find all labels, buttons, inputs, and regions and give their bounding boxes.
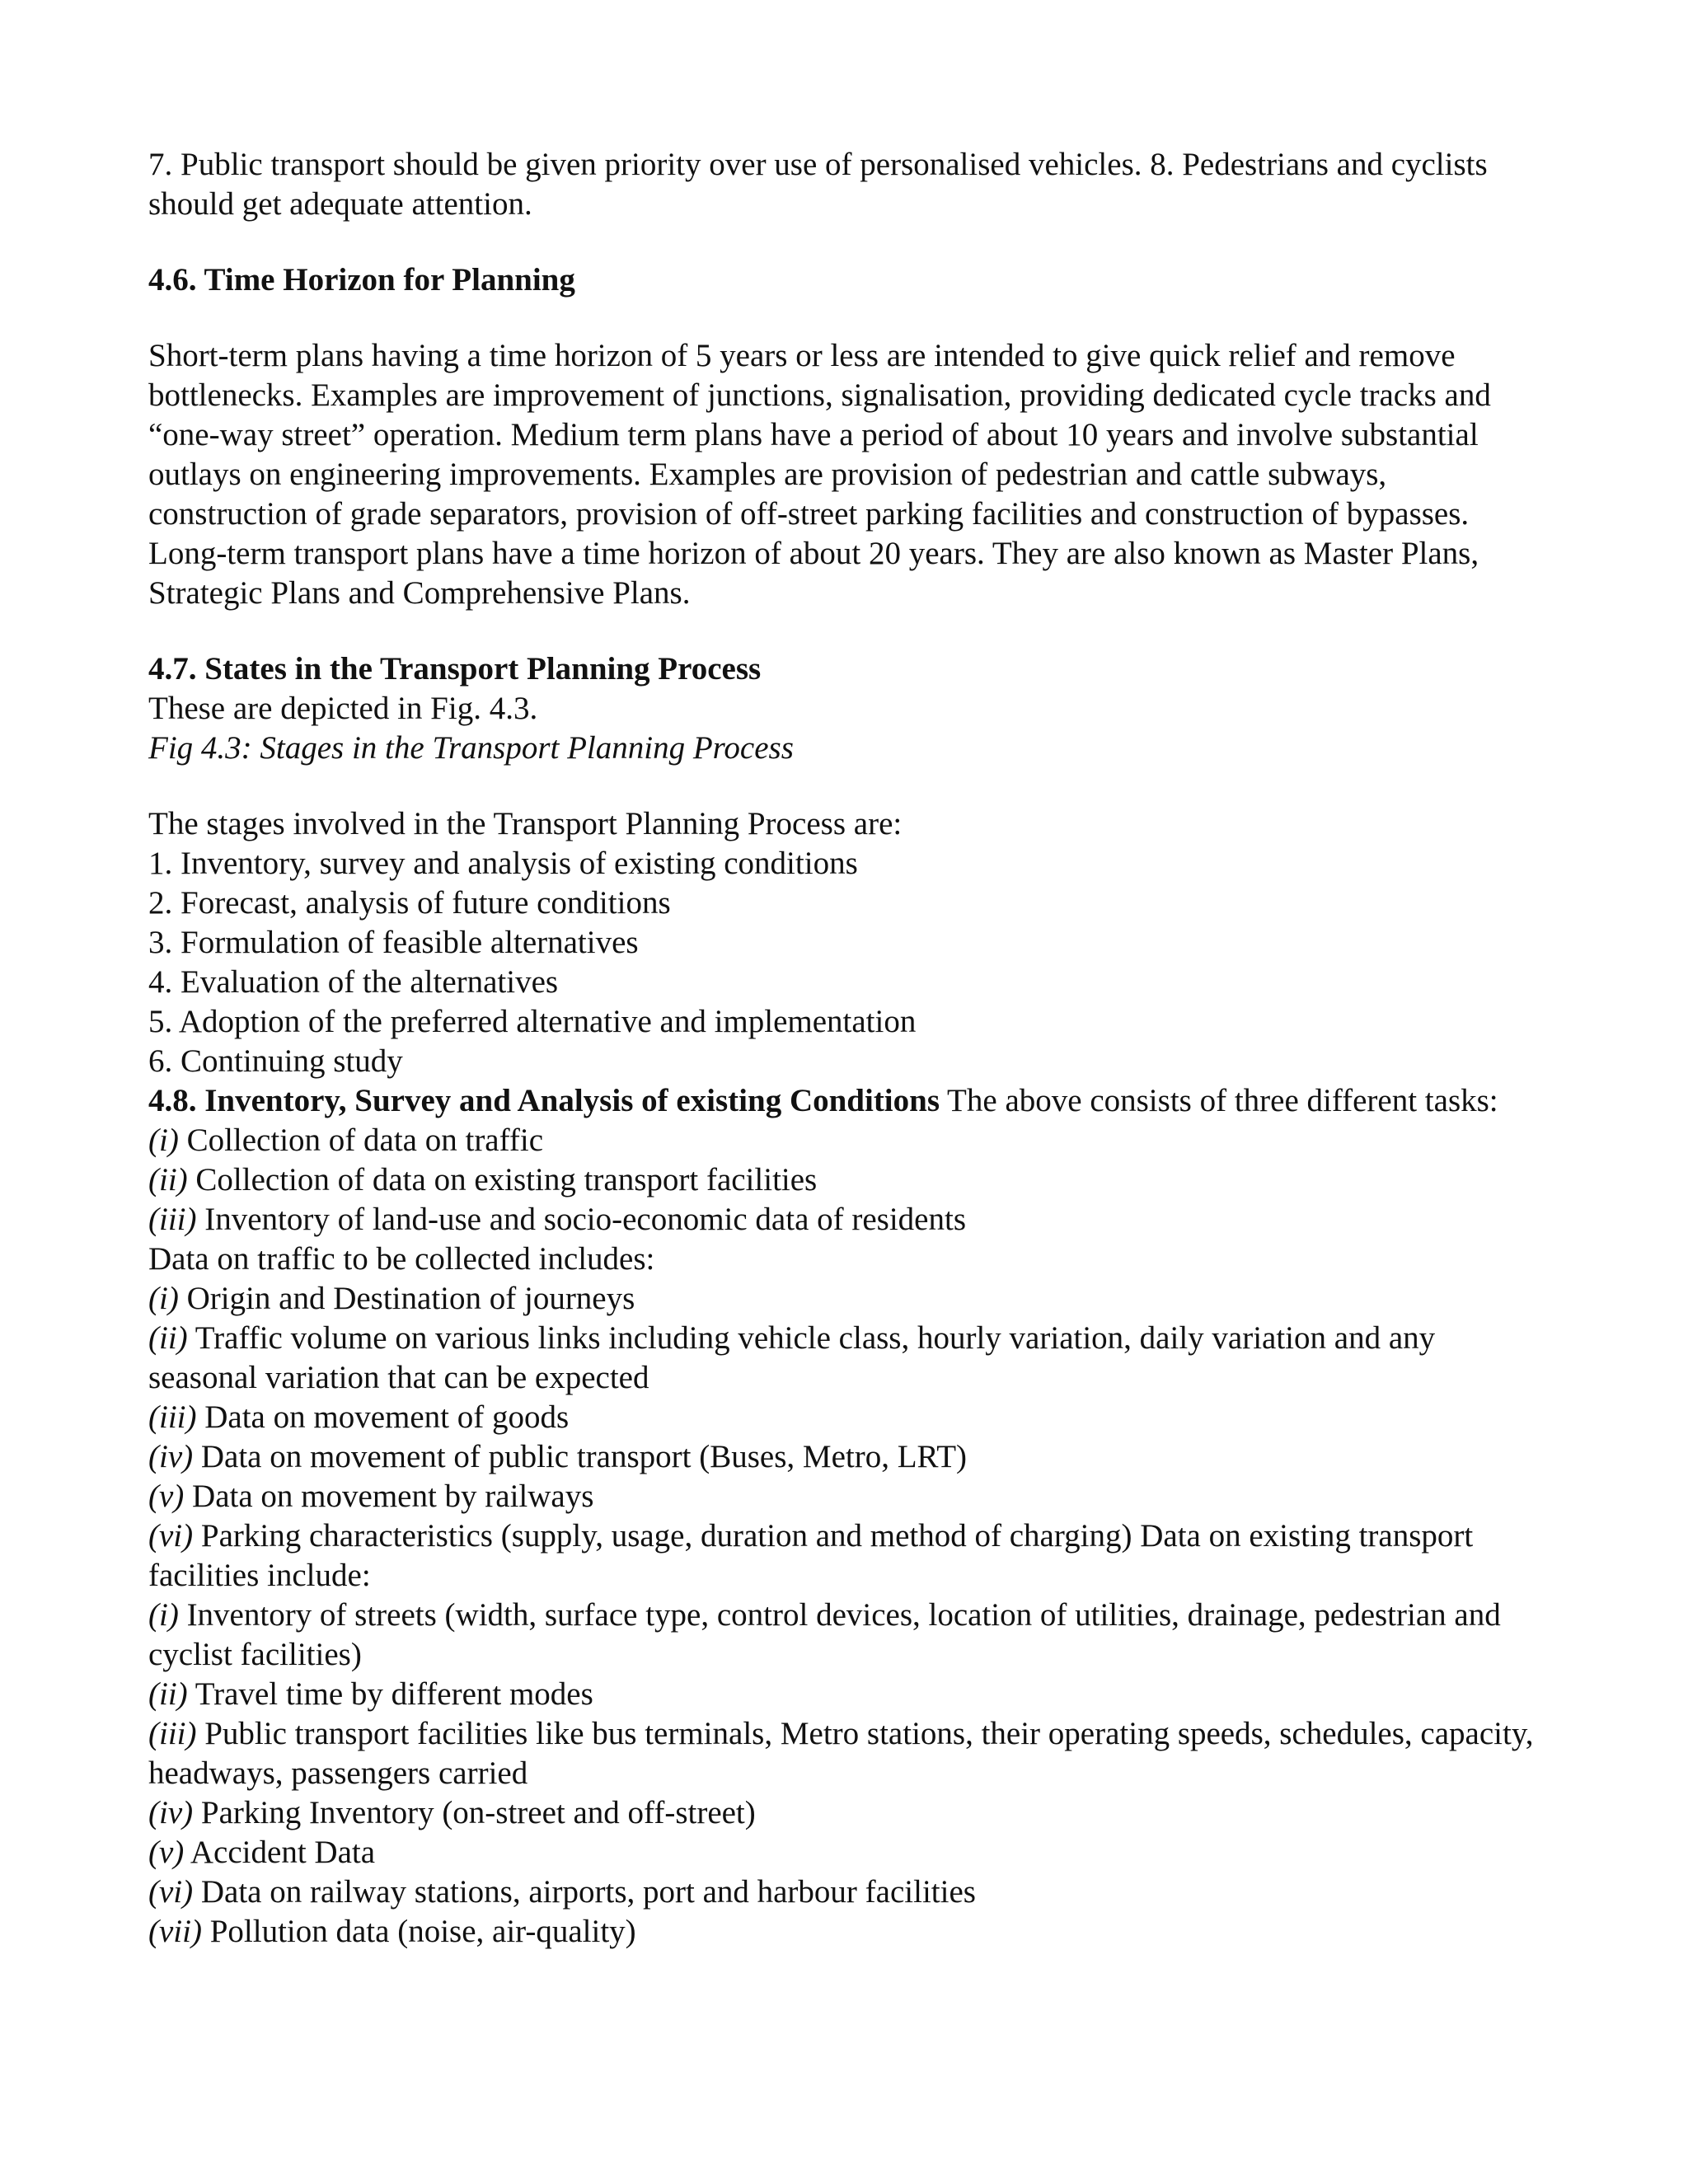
list-marker: (i) [148, 1597, 179, 1633]
traffic-text: Parking characteristics (supply, usage, duration and method of charging) Data on existing transport facilities include: [148, 1518, 1474, 1593]
section-4-6-body: Short-term plans having a time horizon of 5 years or less are intended to give quick relief and remove bottlenecks. Examples are improvement of junctions, signalisation, providing dedicated cycle tracks and “one-way street” operation. Medium term plans have a period of about 10 years and involve substantial outlays on engineering improvements. Examples are provision of pedestrian and cattle subways, construction of grade separators, provision of off-street parking facilities and construction of bypasses. Long-term transport plans have a time horizon of about 20 years. They are also known as Master Plans, Strategic Plans and Comprehensive Plans. [148, 338, 1491, 611]
task-item [148, 1200, 1550, 1240]
facility-item [148, 1912, 1550, 1952]
list-marker: (v) [148, 1835, 185, 1870]
stages-intro: The stages involved in the Transport Planning Process are: [148, 806, 903, 841]
figure-caption: Fig 4.3: Stages in the Transport Planning Process [148, 730, 794, 766]
task-item [148, 1160, 1550, 1200]
facility-item [148, 1675, 1550, 1714]
spacer [148, 613, 1550, 649]
list-marker: (iv) [148, 1795, 194, 1830]
list-marker: (iv) [148, 1439, 194, 1474]
facility-item [148, 1714, 1550, 1793]
traffic-item [148, 1516, 1550, 1596]
section-4-6-heading: 4.6. Time Horizon for Planning [148, 262, 575, 298]
stage-item: 1. Inventory, survey and analysis of existing conditions [148, 846, 858, 881]
list-marker: (iii) [148, 1399, 197, 1435]
facility-text: Parking Inventory (on-street and off-street) [193, 1795, 756, 1830]
facility-item [148, 1793, 1550, 1833]
list-marker: (ii) [148, 1162, 188, 1197]
traffic-text: Data on movement of goods [196, 1399, 570, 1435]
facility-item [148, 1833, 1550, 1872]
stage-item: 4. Evaluation of the alternatives [148, 964, 559, 1000]
intro-paragraph: 7. Public transport should be given priority over use of personalised vehicles. 8. Pedestrians and cyclists should get adequate attention. [148, 147, 1488, 222]
stage-item: 3. Formulation of feasible alternatives [148, 925, 639, 960]
spacer [148, 300, 1550, 336]
traffic-item [148, 1477, 1550, 1516]
list-marker: (v) [148, 1479, 185, 1514]
list-marker: (vi) [148, 1874, 194, 1910]
list-marker: (vi) [148, 1518, 194, 1554]
spacer [148, 224, 1550, 260]
traffic-item [148, 1437, 1550, 1477]
list-marker: (i) [148, 1281, 179, 1316]
facility-item [148, 1872, 1550, 1912]
stage-item: 5. Adoption of the preferred alternative and implementation [148, 1004, 917, 1039]
traffic-text: Data on movement of public transport (Buses, Metro, LRT) [193, 1439, 968, 1474]
facility-text: Inventory of streets (width, surface type, control devices, location of utilities, drainage, pedestrian and cyclist facilities) [148, 1597, 1501, 1672]
task-item [148, 1121, 1550, 1160]
task-text: Inventory of land-use and socio-economic data of residents [196, 1202, 967, 1237]
stage-item: 6. Continuing study [148, 1043, 403, 1079]
document-page [148, 145, 1550, 1952]
section-4-8-heading: 4.8. Inventory, Survey and Analysis of existing Conditions [148, 1083, 940, 1118]
traffic-item [148, 1279, 1550, 1319]
facility-text: Public transport facilities like bus terminals, Metro stations, their operating speeds, schedules, capacity, headways, passengers carried [148, 1716, 1534, 1791]
stage-item: 2. Forecast, analysis of future conditions [148, 885, 671, 921]
list-marker: (iii) [148, 1202, 197, 1237]
section-4-7-heading: 4.7. States in the Transport Planning Process [148, 651, 762, 687]
facility-text: Pollution data (noise, air-quality) [201, 1914, 636, 1949]
list-marker: (vii) [148, 1914, 202, 1949]
list-marker: (ii) [148, 1320, 188, 1356]
facility-text: Travel time by different modes [187, 1676, 593, 1712]
list-marker: (iii) [148, 1716, 197, 1751]
traffic-text: Data on movement by railways [184, 1479, 594, 1514]
traffic-item [148, 1319, 1550, 1398]
traffic-intro: Data on traffic to be collected includes: [148, 1241, 655, 1277]
facility-text: Accident Data [184, 1835, 376, 1870]
section-4-8-heading-tail: The above consists of three different tasks: [940, 1083, 1498, 1118]
traffic-text: Origin and Destination of journeys [178, 1281, 635, 1316]
list-marker: (ii) [148, 1676, 188, 1712]
spacer [148, 768, 1550, 804]
traffic-text: Traffic volume on various links including vehicle class, hourly variation, daily variation and any seasonal variation that can be expected [148, 1320, 1436, 1395]
facility-text: Data on railway stations, airports, port and harbour facilities [193, 1874, 976, 1910]
task-text: Collection of data on existing transport facilities [187, 1162, 818, 1197]
section-4-8-paragraph [148, 1081, 1550, 1121]
task-text: Collection of data on traffic [178, 1122, 544, 1158]
list-marker: (i) [148, 1122, 179, 1158]
facility-item [148, 1596, 1550, 1675]
section-4-7-line: These are depicted in Fig. 4.3. [148, 691, 538, 726]
traffic-item [148, 1398, 1550, 1437]
